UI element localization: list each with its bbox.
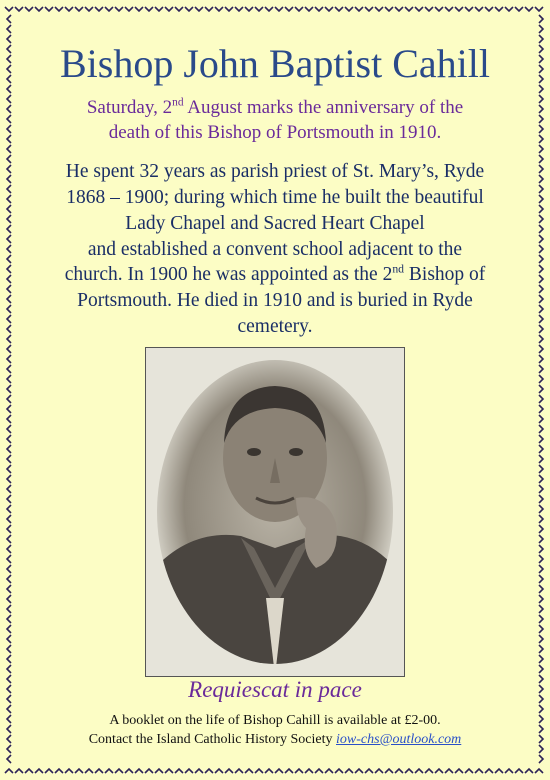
border-ornament xyxy=(175,769,183,773)
poster-content xyxy=(22,22,528,758)
border-ornament xyxy=(7,705,11,713)
border-ornament xyxy=(255,7,263,11)
subtitle-text: death of this Bishop of Portsmouth in 1910. xyxy=(108,121,442,143)
border-ornament xyxy=(7,575,11,583)
border-ornament xyxy=(7,55,11,63)
border-ornament xyxy=(539,105,543,113)
border-ornament xyxy=(405,7,413,11)
border-ornament xyxy=(65,769,73,773)
body-line: church. In 1900 he was appointed as the 2 xyxy=(64,264,393,286)
border-ornament xyxy=(539,545,543,553)
border-ornament xyxy=(7,725,11,733)
border-ornament xyxy=(535,7,543,11)
border-ornament xyxy=(315,7,323,11)
border-ornament xyxy=(7,345,11,353)
border-ornament xyxy=(539,235,543,243)
border-ornament xyxy=(265,769,273,773)
border-ornament xyxy=(215,7,223,11)
border-ornament xyxy=(285,769,293,773)
border-ornament xyxy=(375,7,383,11)
border-ornament xyxy=(539,145,543,153)
border-ornament xyxy=(539,555,543,563)
border-ornament xyxy=(75,769,83,773)
border-ornament xyxy=(415,769,423,773)
border-ornament xyxy=(539,55,543,63)
border-ornament xyxy=(7,105,11,113)
border-ornament xyxy=(539,755,543,763)
border-ornament xyxy=(7,565,11,573)
border-ornament xyxy=(7,495,11,503)
border-ornament xyxy=(535,769,543,773)
border-ornament xyxy=(7,325,11,333)
border-ornament xyxy=(539,395,543,403)
border-ornament xyxy=(7,135,11,143)
border-ornament xyxy=(195,7,203,11)
border-ornament xyxy=(255,769,263,773)
border-ornament xyxy=(539,565,543,573)
border-ornament xyxy=(539,485,543,493)
border-ornament xyxy=(7,555,11,563)
body-line: cemetery. xyxy=(237,315,313,337)
border-ornament xyxy=(7,475,11,483)
footer-booklet-text: A booklet on the life of Bishop Cahill is available at £2-00. xyxy=(109,713,441,728)
border-ornament xyxy=(539,425,543,433)
border-ornament xyxy=(539,75,543,83)
border-ornament xyxy=(539,415,543,423)
border-ornament xyxy=(539,195,543,203)
requiescat-heading: Requiescat in pace xyxy=(188,677,362,702)
border-ornament xyxy=(435,7,443,11)
border-ornament xyxy=(7,665,11,673)
border-ornament xyxy=(539,315,543,323)
border-ornament xyxy=(185,7,193,11)
border-ornament xyxy=(539,265,543,273)
border-ornament xyxy=(135,769,143,773)
border-ornament xyxy=(505,7,513,11)
border-ornament xyxy=(7,655,11,663)
border-ornament xyxy=(45,769,53,773)
border-ornament xyxy=(7,745,11,753)
border-ornament xyxy=(539,505,543,513)
border-ornament xyxy=(539,305,543,313)
border-ornament xyxy=(235,7,243,11)
bishop-portrait-photo xyxy=(145,347,405,677)
border-ornament xyxy=(175,7,183,11)
border-ornament xyxy=(7,125,11,133)
border-ornament xyxy=(7,355,11,363)
border-ornament xyxy=(539,65,543,73)
subtitle-text: Saturday, 2 xyxy=(86,97,173,118)
subtitle-text: August marks the anniversary of the xyxy=(183,97,464,118)
body-ordinal: nd xyxy=(392,262,405,276)
border-ornament xyxy=(539,125,543,133)
border-ornament xyxy=(155,769,163,773)
border-ornament xyxy=(15,7,23,11)
border-ornament xyxy=(325,769,333,773)
border-ornament xyxy=(95,7,103,11)
border-ornament xyxy=(539,495,543,503)
border-ornament xyxy=(7,175,11,183)
border-ornament xyxy=(205,769,213,773)
border-ornament xyxy=(7,595,11,603)
border-ornament xyxy=(539,335,543,343)
border-ornament xyxy=(525,7,533,11)
border-ornament xyxy=(15,769,23,773)
border-ornament xyxy=(215,769,223,773)
border-ornament xyxy=(7,395,11,403)
border-ornament xyxy=(525,769,533,773)
border-ornament xyxy=(7,95,11,103)
border-ornament xyxy=(435,769,443,773)
border-ornament xyxy=(55,7,63,11)
border-ornament xyxy=(5,769,13,773)
border-ornament xyxy=(7,735,11,743)
border-ornament xyxy=(539,225,543,233)
border-ornament xyxy=(7,225,11,233)
border-ornament xyxy=(85,769,93,773)
border-ornament xyxy=(7,715,11,723)
border-ornament xyxy=(539,375,543,383)
border-ornament xyxy=(7,515,11,523)
border-ornament xyxy=(7,415,11,423)
border-ornament xyxy=(539,435,543,443)
border-ornament xyxy=(7,15,11,23)
border-ornament xyxy=(7,625,11,633)
border-ornament xyxy=(7,375,11,383)
border-ornament xyxy=(539,165,543,173)
border-ornament xyxy=(485,7,493,11)
border-ornament xyxy=(325,7,333,11)
border-ornament xyxy=(7,615,11,623)
border-ornament xyxy=(539,615,543,623)
email-link[interactable]: iow-chs@outlook.com xyxy=(336,731,462,747)
border-ornament xyxy=(475,769,483,773)
border-ornament xyxy=(539,365,543,373)
border-ornament xyxy=(7,195,11,203)
border-ornament xyxy=(539,525,543,533)
border-ornament xyxy=(305,7,313,11)
border-ornament xyxy=(539,535,543,543)
border-ornament xyxy=(115,769,123,773)
border-ornament xyxy=(539,275,543,283)
border-ornament xyxy=(539,635,543,643)
border-ornament xyxy=(7,455,11,463)
border-ornament xyxy=(539,645,543,653)
border-ornament xyxy=(345,7,353,11)
border-ornament xyxy=(539,95,543,103)
border-ornament xyxy=(7,585,11,593)
border-ornament xyxy=(295,769,303,773)
border-ornament xyxy=(539,695,543,703)
border-ornament xyxy=(7,755,11,763)
border-ornament xyxy=(7,425,11,433)
border-ornament xyxy=(25,769,33,773)
border-ornament xyxy=(7,305,11,313)
border-ornament xyxy=(539,715,543,723)
border-ornament xyxy=(539,465,543,473)
border-ornament xyxy=(385,769,393,773)
border-ornament xyxy=(345,769,353,773)
page-title: Bishop John Baptist Cahill xyxy=(59,41,491,86)
border-ornament xyxy=(7,645,11,653)
border-ornament xyxy=(145,769,153,773)
border-ornament xyxy=(165,7,173,11)
border-ornament xyxy=(539,245,543,253)
border-ornament xyxy=(185,769,193,773)
border-ornament xyxy=(225,7,233,11)
border-ornament xyxy=(395,769,403,773)
border-ornament xyxy=(7,205,11,213)
border-ornament xyxy=(539,725,543,733)
border-ornament xyxy=(7,35,11,43)
border-ornament xyxy=(539,15,543,23)
border-ornament xyxy=(5,7,13,11)
border-ornament xyxy=(485,769,493,773)
border-ornament xyxy=(7,235,11,243)
border-ornament xyxy=(7,635,11,643)
border-ornament xyxy=(539,595,543,603)
border-ornament xyxy=(7,115,11,123)
footer-contact-text: Contact the Island Catholic History Society xyxy=(88,731,337,747)
border-ornament xyxy=(539,175,543,183)
border-ornament xyxy=(7,405,11,413)
border-ornament xyxy=(7,265,11,273)
border-ornament xyxy=(405,769,413,773)
border-ornament xyxy=(7,685,11,693)
border-ornament xyxy=(7,25,11,33)
border-ornament xyxy=(265,7,273,11)
border-ornament xyxy=(539,345,543,353)
border-ornament xyxy=(539,135,543,143)
border-ornament xyxy=(539,385,543,393)
border-ornament xyxy=(335,7,343,11)
border-ornament xyxy=(425,769,433,773)
border-ornament xyxy=(445,7,453,11)
border-ornament xyxy=(7,545,11,553)
border-ornament xyxy=(7,245,11,253)
border-ornament xyxy=(539,675,543,683)
border-ornament xyxy=(225,769,233,773)
border-ornament xyxy=(35,7,43,11)
border-ornament xyxy=(7,465,11,473)
border-ornament xyxy=(7,525,11,533)
footer xyxy=(22,712,528,750)
border-ornament xyxy=(355,769,363,773)
border-ornament xyxy=(7,535,11,543)
border-ornament xyxy=(245,7,253,11)
border-ornament xyxy=(539,665,543,673)
border-ornament xyxy=(539,255,543,263)
border-ornament xyxy=(539,575,543,583)
border-ornament xyxy=(7,285,11,293)
border-ornament xyxy=(45,7,53,11)
border-ornament xyxy=(305,769,313,773)
border-ornament xyxy=(205,7,213,11)
border-ornament xyxy=(539,325,543,333)
border-ornament xyxy=(7,445,11,453)
border-ornament xyxy=(539,445,543,453)
border-ornament xyxy=(7,435,11,443)
border-ornament xyxy=(335,769,343,773)
border-ornament xyxy=(25,7,33,11)
border-ornament xyxy=(145,7,153,11)
border-ornament xyxy=(495,7,503,11)
border-ornament xyxy=(365,7,373,11)
border-ornament xyxy=(105,7,113,11)
border-ornament xyxy=(539,585,543,593)
border-ornament xyxy=(195,769,203,773)
border-ornament xyxy=(7,315,11,323)
body-line: He spent 32 years as parish priest of St. Mary’s, Ryde xyxy=(65,161,485,183)
border-ornament xyxy=(7,65,11,73)
border-ornament xyxy=(539,45,543,53)
border-ornament xyxy=(85,7,93,11)
border-ornament xyxy=(315,769,323,773)
body-line: Bishop of xyxy=(404,264,486,286)
border-ornament xyxy=(95,769,103,773)
border-ornament xyxy=(155,7,163,11)
border-ornament xyxy=(539,455,543,463)
border-ornament xyxy=(365,769,373,773)
border-ornament xyxy=(245,769,253,773)
border-ornament xyxy=(539,515,543,523)
border-ornament xyxy=(7,505,11,513)
border-ornament xyxy=(7,275,11,283)
border-ornament xyxy=(539,655,543,663)
border-ornament xyxy=(415,7,423,11)
border-ornament xyxy=(105,769,113,773)
border-ornament xyxy=(539,35,543,43)
body-line: Portsmouth. He died in 1910 and is buried in Ryde xyxy=(77,290,473,312)
border-ornament xyxy=(445,769,453,773)
border-ornament xyxy=(235,769,243,773)
border-ornament xyxy=(465,7,473,11)
border-ornament xyxy=(75,7,83,11)
border-ornament xyxy=(7,385,11,393)
body-line: Lady Chapel and Sacred Heart Chapel xyxy=(125,212,425,234)
border-ornament xyxy=(125,7,133,11)
border-ornament xyxy=(7,335,11,343)
border-ornament xyxy=(285,7,293,11)
biography-paragraph xyxy=(22,159,528,339)
border-ornament xyxy=(395,7,403,11)
border-ornament xyxy=(7,165,11,173)
border-ornament xyxy=(539,705,543,713)
border-ornament xyxy=(515,769,523,773)
border-ornament xyxy=(465,769,473,773)
border-ornament xyxy=(539,355,543,363)
border-ornament xyxy=(65,7,73,11)
border-ornament xyxy=(7,295,11,303)
border-ornament xyxy=(35,769,43,773)
border-ornament xyxy=(539,185,543,193)
border-ornament xyxy=(539,745,543,753)
border-ornament xyxy=(355,7,363,11)
border-ornament xyxy=(7,85,11,93)
border-ornament xyxy=(7,45,11,53)
border-ornament xyxy=(295,7,303,11)
border-ornament xyxy=(539,285,543,293)
border-ornament xyxy=(125,769,133,773)
border-ornament xyxy=(7,215,11,223)
border-ornament xyxy=(7,185,11,193)
subtitle xyxy=(22,96,528,145)
border-ornament xyxy=(385,7,393,11)
border-ornament xyxy=(475,7,483,11)
border-ornament xyxy=(135,7,143,11)
border-ornament xyxy=(165,769,173,773)
border-ornament xyxy=(7,155,11,163)
border-ornament xyxy=(539,625,543,633)
border-ornament xyxy=(7,485,11,493)
border-ornament xyxy=(539,25,543,33)
border-ornament xyxy=(455,7,463,11)
border-ornament xyxy=(539,605,543,613)
border-ornament xyxy=(425,7,433,11)
border-ornament xyxy=(539,85,543,93)
border-ornament xyxy=(455,769,463,773)
border-ornament xyxy=(375,769,383,773)
border-ornament xyxy=(539,685,543,693)
border-ornament xyxy=(539,205,543,213)
border-ornament xyxy=(539,155,543,163)
border-ornament xyxy=(539,475,543,483)
border-ornament xyxy=(515,7,523,11)
body-line: 1868 – 1900; during which time he built the beautiful xyxy=(66,187,484,209)
border-ornament xyxy=(539,295,543,303)
border-ornament xyxy=(7,675,11,683)
subtitle-ordinal: nd xyxy=(172,96,184,109)
border-ornament xyxy=(7,695,11,703)
border-ornament xyxy=(275,7,283,11)
border-ornament xyxy=(7,145,11,153)
border-ornament xyxy=(495,769,503,773)
border-ornament xyxy=(7,255,11,263)
border-ornament xyxy=(505,769,513,773)
border-ornament xyxy=(539,215,543,223)
border-ornament xyxy=(115,7,123,11)
border-ornament xyxy=(539,405,543,413)
border-ornament xyxy=(7,75,11,83)
border-ornament xyxy=(7,365,11,373)
border-ornament xyxy=(539,735,543,743)
body-line: and established a convent school adjacent to the xyxy=(87,238,463,260)
border-ornament xyxy=(539,115,543,123)
border-ornament xyxy=(275,769,283,773)
border-ornament xyxy=(7,605,11,613)
border-ornament xyxy=(55,769,63,773)
